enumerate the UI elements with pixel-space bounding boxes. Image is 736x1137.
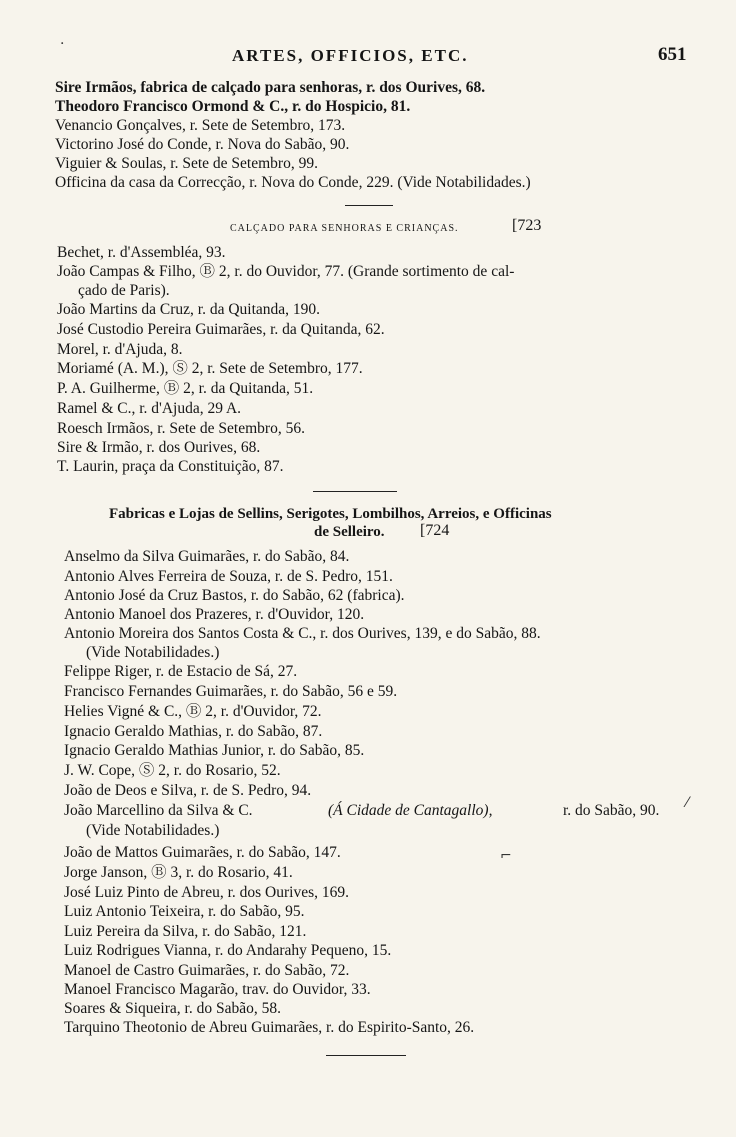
list-item-address: r. do Sabão, 90. — [563, 802, 660, 819]
list-item: Ignacio Geraldo Mathias Junior, r. do Sabão, 85. — [64, 742, 365, 759]
list-item: P. A. Guilherme, Ⓑ 2, r. da Quitanda, 51. — [57, 380, 314, 397]
section-number: [723 — [512, 217, 542, 234]
page-number: 651 — [658, 44, 687, 65]
list-item: Manoel Francisco Magarão, trav. do Ouvidor, 33. — [64, 981, 371, 998]
list-item: José Custodio Pereira Guimarães, r. da Quitanda, 62. — [57, 321, 385, 338]
list-item: Manoel de Castro Guimarães, r. do Sabão, 72. — [64, 962, 350, 979]
list-item: Anselmo da Silva Guimarães, r. do Sabão, 84. — [64, 548, 350, 565]
list-item: Helies Vigné & C., Ⓑ 2, r. d'Ouvidor, 72. — [64, 703, 322, 720]
list-item: Luiz Rodrigues Vianna, r. do Andarahy Pequeno, 15. — [64, 942, 392, 959]
list-item: Morel, r. d'Ajuda, 8. — [57, 341, 183, 358]
list-item-name: João Marcellino da Silva & C. — [64, 802, 253, 819]
list-item: José Luiz Pinto de Abreu, r. dos Ourives, 169. — [64, 884, 350, 901]
list-item: Bechet, r. d'Assembléa, 93. — [57, 244, 226, 261]
list-item-continuation: çado de Paris). — [78, 282, 170, 299]
list-item: Officina da casa da Correcção, r. Nova do Conde, 229. (Vide Notabilidades.) — [55, 174, 531, 191]
section-divider — [345, 205, 393, 206]
list-item: João de Deos e Silva, r. de S. Pedro, 94. — [64, 782, 312, 799]
list-item: Antonio José da Cruz Bastos, r. do Sabão, 62 (fabrica). — [64, 587, 405, 604]
list-item: Felippe Riger, r. de Estacio de Sá, 27. — [64, 663, 298, 680]
list-item: J. W. Cope, Ⓢ 2, r. do Rosario, 52. — [64, 762, 281, 779]
list-item: Roesch Irmãos, r. Sete de Setembro, 56. — [57, 420, 305, 437]
list-item: Victorino José do Conde, r. Nova do Sabão, 90. — [55, 136, 350, 153]
running-title: ARTES, OFFICIOS, ETC. — [232, 46, 469, 65]
list-item: Francisco Fernandes Guimarães, r. do Sabão, 56 e 59. — [64, 683, 398, 700]
section-divider — [313, 491, 397, 492]
list-item: João Martins da Cruz, r. da Quitanda, 190. — [57, 301, 321, 318]
list-item: Moriamé (A. M.), Ⓢ 2, r. Sete de Setembro, 177. — [57, 360, 363, 377]
list-item: Antonio Moreira dos Santos Costa & C., r. dos Ourives, 139, e do Sabão, 88. — [64, 625, 541, 642]
section-number: [724 — [420, 522, 450, 539]
list-item: Antonio Manoel dos Prazeres, r. d'Ouvidor, 120. — [64, 606, 365, 623]
list-item: Theodoro Francisco Ormond & C., r. do Hospicio, 81. — [55, 98, 411, 115]
list-item-continuation: (Vide Notabilidades.) — [86, 644, 220, 661]
list-item: Ignacio Geraldo Mathias, r. do Sabão, 87. — [64, 723, 323, 740]
list-item: Jorge Janson, Ⓑ 3, r. do Rosario, 41. — [64, 864, 293, 881]
list-item: Luiz Pereira da Silva, r. do Sabão, 121. — [64, 923, 307, 940]
list-item: Luiz Antonio Teixeira, r. do Sabão, 95. — [64, 903, 305, 920]
section-title: CALÇADO PARA SENHORAS E CRIANÇAS. — [230, 223, 459, 234]
list-item: Sire Irmãos, fabrica de calçado para senhoras, r. dos Ourives, 68. — [55, 79, 486, 96]
margin-pen-stroke: ⁄ — [686, 795, 689, 811]
list-item: Viguier & Soulas, r. Sete de Setembro, 99. — [55, 155, 318, 172]
margin-pen-stroke: ⌐ — [500, 848, 512, 864]
print-speck: · — [60, 36, 65, 52]
list-item-shop-name: (Á Cidade de Cantagallo), — [328, 802, 493, 819]
list-item: Venancio Gonçalves, r. Sete de Setembro, 173. — [55, 117, 346, 134]
section-title-line2: de Selleiro. — [314, 524, 385, 540]
list-item: Ramel & C., r. d'Ajuda, 29 A. — [57, 400, 242, 417]
list-item-continuation: (Vide Notabilidades.) — [86, 822, 220, 839]
list-item: Soares & Siqueira, r. do Sabão, 58. — [64, 1000, 281, 1017]
list-item: João de Mattos Guimarães, r. do Sabão, 147. — [64, 844, 341, 861]
list-item: T. Laurin, praça da Constituição, 87. — [57, 458, 284, 475]
page-header — [0, 46, 736, 70]
list-item: Sire & Irmão, r. dos Ourives, 68. — [57, 439, 261, 456]
list-item: João Campas & Filho, Ⓑ 2, r. do Ouvidor, 77. (Grande sortimento de cal- — [57, 263, 515, 280]
section-divider — [326, 1055, 406, 1056]
list-item: Tarquino Theotonio de Abreu Guimarães, r. do Espirito-Santo, 26. — [64, 1019, 475, 1036]
list-item: Antonio Alves Ferreira de Souza, r. de S. Pedro, 151. — [64, 568, 393, 585]
section-title: Fabricas e Lojas de Sellins, Serigotes, Lombilhos, Arreios, e Officinas — [109, 506, 552, 522]
